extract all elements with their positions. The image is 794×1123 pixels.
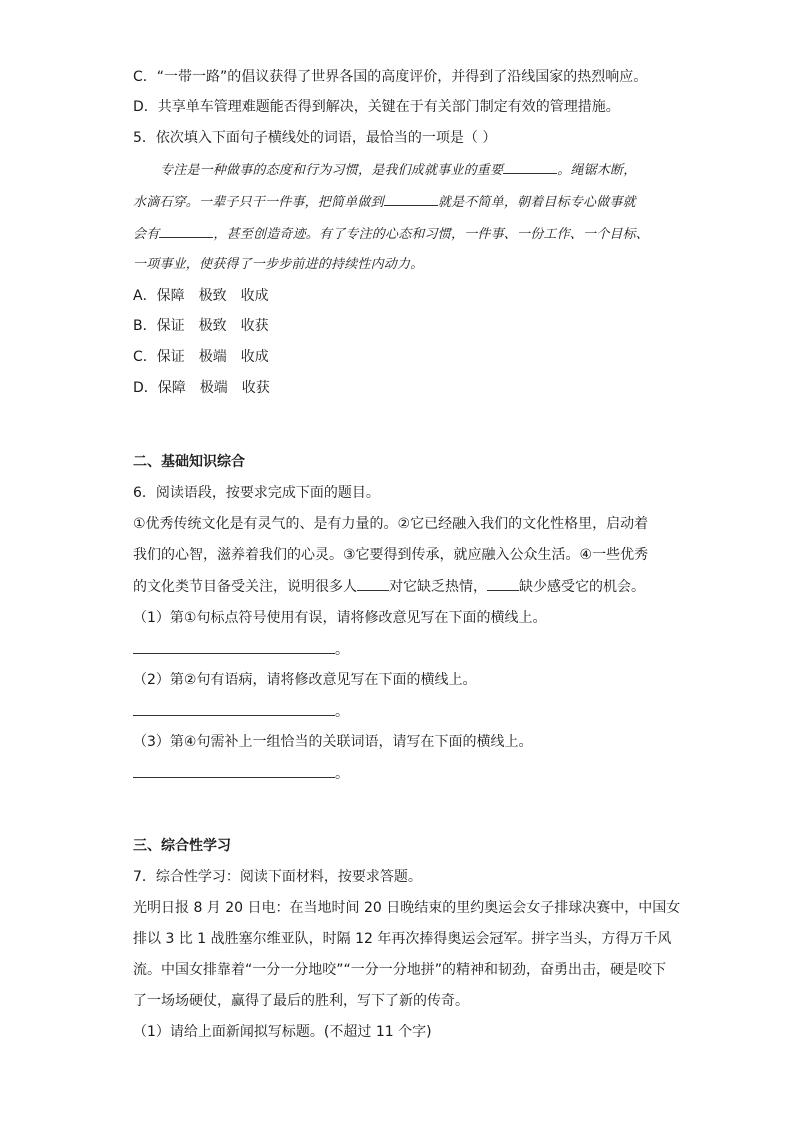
q5-passage-line-1 — [160, 159, 636, 181]
q7-news-line-1: 光明日报 8 月 20 日电：在当地时间 20 日晚结束的里约奥运会女子排球决赛中，中国女 — [133, 900, 681, 916]
answer-rule[interactable] — [133, 701, 335, 716]
option-word: 极端 — [199, 380, 228, 396]
option-word: 收成 — [240, 349, 269, 365]
option-word: 收成 — [240, 288, 269, 304]
q6-paragraph-line-1: ①优秀传统文化是有灵气的、是有力量的。②它已经融入我们的文化性格里，启动着 — [133, 516, 649, 532]
q4-option-c: C．“一带一路”的倡议获得了世界各国的高度评价，并得到了沿线国家的热烈响应。 — [133, 69, 648, 85]
option-word: 保障 — [156, 288, 185, 304]
answer-rule[interactable] — [133, 763, 335, 778]
paragraph-text: 缺少感受它的机会。 — [519, 579, 645, 595]
q6-sub-2: （2）第②句有语病，请将修改意见写在下面的横线上。 — [133, 672, 477, 688]
passage-text: 水滴石穿。一辈子只干一件事，把简单做到 — [133, 195, 384, 210]
q6-sub-3: （3）第④句需补上一组恰当的关联词语，请写在下面的横线上。 — [133, 734, 533, 750]
q6-paragraph-line-2: 我们的心智，滋养着我们的心灵。③它要得到传承，就应融入公众生活。④一些优秀 — [133, 547, 649, 563]
q7-news-line-2: 排以 3 比 1 战胜塞尔维亚队，时隔 12 年再次捧得奥运会冠军。拼字当头，方得万千风 — [133, 931, 672, 947]
q7-sub-1: （1）请给上面新闻拟写标题。(不超过 11 个字) — [133, 1024, 432, 1040]
option-word: 保证 — [156, 349, 185, 365]
option-letter: A． — [133, 288, 157, 304]
option-word: 保障 — [157, 380, 186, 396]
q5-option-b[interactable] — [133, 316, 269, 336]
q5-option-d[interactable] — [133, 378, 270, 398]
answer-blank[interactable] — [384, 191, 438, 206]
q6-sub-2-answer-line[interactable] — [133, 701, 349, 721]
section-2-heading: 二、基础知识综合 — [133, 454, 245, 470]
option-word: 极致 — [198, 288, 227, 304]
option-word: 保证 — [156, 318, 185, 334]
q6-sub-3-answer-line[interactable] — [133, 763, 349, 783]
answer-blank[interactable] — [503, 159, 557, 174]
q6-stem: 6．阅读语段，按要求完成下面的题目。 — [133, 485, 380, 501]
q6-paragraph-line-3 — [133, 576, 645, 597]
option-letter: C． — [133, 349, 157, 365]
passage-text: 就是不简单，朝着目标专心做事就 — [437, 195, 636, 210]
answer-blank[interactable] — [357, 576, 389, 591]
q6-sub-1-answer-line[interactable] — [133, 639, 349, 659]
q7-news-line-4: 了一场场硬仗，赢得了最后的胜利，写下了新的传奇。 — [133, 993, 469, 1009]
q5-option-a[interactable] — [133, 286, 269, 306]
q6-sub-1: （1）第①句标点符号使用有误，请将修改意见写在下面的横线上。 — [133, 610, 547, 626]
q5-passage-line-4: 一项事业，使获得了一步步前进的持续性内动力。 — [133, 257, 424, 272]
option-letter: B． — [133, 318, 157, 334]
passage-text: ，甚至创造奇迹。有了专注的心态和习惯，一件事、一份工作、一个目标、 — [213, 227, 650, 242]
option-word: 极致 — [198, 318, 227, 334]
option-word: 极端 — [198, 349, 227, 365]
q5-option-c[interactable] — [133, 347, 269, 367]
answer-blank[interactable] — [159, 223, 213, 238]
q4-option-d: D．共享单车管理难题能否得到解决，关键在于有关部门制定有效的管理措施。 — [133, 99, 620, 115]
paragraph-text: 的文化类节目备受关注，说明很多人 — [133, 579, 357, 595]
option-word: 收获 — [241, 380, 270, 396]
period: 。 — [335, 704, 349, 720]
passage-text: 会有 — [133, 227, 160, 242]
period: 。 — [335, 766, 349, 782]
paragraph-text: 对它缺乏热情， — [389, 579, 487, 595]
passage-text: 专注是一种做事的态度和行为习惯，是我们成就事业的重要 — [160, 163, 504, 178]
answer-rule[interactable] — [133, 639, 335, 654]
passage-text: 。绳锯木断， — [557, 163, 637, 178]
option-word: 收获 — [240, 318, 269, 334]
answer-blank[interactable] — [487, 576, 519, 591]
period: 。 — [335, 642, 349, 658]
q7-stem: 7．综合性学习：阅读下面材料，按要求答题。 — [133, 869, 422, 885]
q5-passage-line-3 — [133, 223, 649, 245]
q5-passage-line-2 — [133, 191, 636, 213]
q7-news-line-3: 流。中国女排靠着“一分一分地咬”“一分一分地拼”的精神和韧劲，奋勇出击，硬是咬下 — [133, 962, 667, 978]
q5-stem: 5．依次填入下面句子横线处的词语，最恰当的一项是（ ） — [133, 130, 497, 146]
option-letter: D． — [133, 380, 158, 396]
section-3-heading: 三、综合性学习 — [133, 838, 231, 854]
